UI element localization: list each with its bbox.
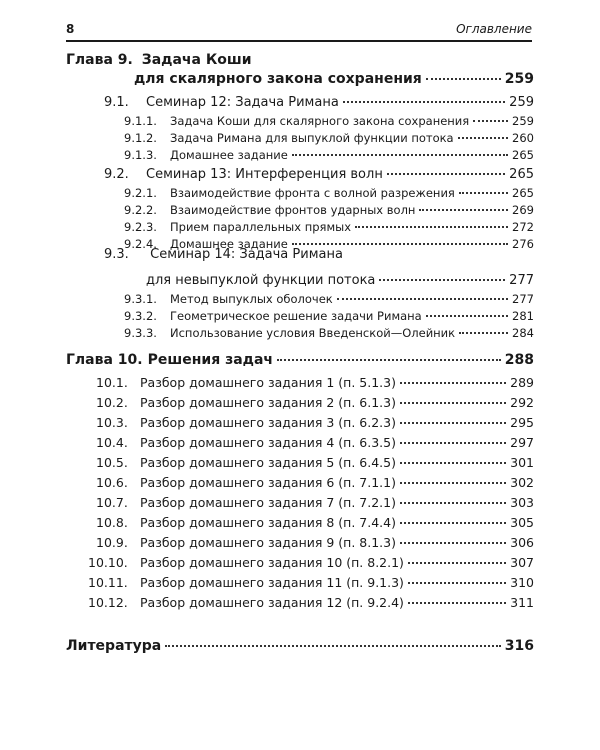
section-number: 9.3. — [104, 247, 129, 262]
dot-leader — [387, 173, 505, 175]
dot-leader — [473, 120, 508, 122]
item-number: 10.6. — [96, 475, 128, 490]
item-number: 10.4. — [96, 435, 128, 450]
subsection-number: 9.1.2. — [124, 131, 157, 145]
chapter-9-page: 259 — [504, 71, 534, 87]
subsection-number: 9.2.2. — [124, 203, 157, 217]
dot-leader — [400, 422, 506, 424]
dot-leader — [292, 243, 508, 245]
homework-10-6[interactable] — [96, 475, 534, 490]
literature-title: Литература — [66, 638, 162, 654]
homework-10-8[interactable] — [96, 515, 534, 530]
item-page: 307 — [510, 555, 534, 570]
dot-leader — [459, 192, 508, 194]
literature-entry[interactable] — [66, 638, 534, 654]
dot-leader — [343, 101, 505, 103]
subsection-9-2-3[interactable] — [124, 220, 534, 234]
item-title: Разбор домашнего задания 8 (п. 7.4.4) — [140, 515, 396, 530]
section-9-3-heading — [104, 247, 343, 262]
homework-10-2[interactable] — [96, 395, 534, 410]
section-page: 265 — [509, 167, 534, 182]
item-title: Разбор домашнего задания 7 (п. 7.2.1) — [140, 495, 396, 510]
item-number: 10.10. — [88, 555, 128, 570]
subsection-page: 276 — [512, 237, 534, 251]
chapter-9-label: Глава 9. — [66, 52, 133, 68]
page-number: 8 — [66, 22, 75, 36]
item-title: Разбор домашнего задания 3 (п. 6.2.3) — [140, 415, 396, 430]
chapter-10-title: Решения задач — [147, 352, 274, 368]
subsection-title: Прием параллельных прямых — [170, 220, 352, 234]
item-page: 305 — [510, 515, 534, 530]
dot-leader — [400, 462, 506, 464]
item-page: 301 — [510, 455, 534, 470]
subsection-number: 9.3.3. — [124, 326, 157, 340]
dot-leader — [419, 209, 508, 211]
subsection-9-3-3[interactable] — [124, 326, 534, 340]
subsection-9-1-2[interactable] — [124, 131, 534, 145]
section-number: 9.2. — [104, 167, 129, 182]
item-title: Разбор домашнего задания 9 (п. 8.1.3) — [140, 535, 396, 550]
chapter-10-page: 288 — [504, 352, 534, 368]
subsection-number: 9.2.1. — [124, 186, 157, 200]
dot-leader — [400, 482, 506, 484]
subsection-page: 284 — [512, 326, 534, 340]
item-page: 311 — [510, 595, 534, 610]
chapter-9-title-line2: для скалярного закона сохранения — [134, 71, 422, 87]
homework-10-9[interactable] — [96, 535, 534, 550]
subsection-9-3-2[interactable] — [124, 309, 534, 323]
subsection-number: 9.1.3. — [124, 148, 157, 162]
subsection-number: 9.1.1. — [124, 114, 157, 128]
subsection-title: Геометрическое решение задачи Римана — [170, 309, 422, 323]
running-title: Оглавление — [456, 22, 532, 36]
item-title: Разбор домашнего задания 12 (п. 9.2.4) — [140, 595, 404, 610]
homework-10-3[interactable] — [96, 415, 534, 430]
subsection-page: 277 — [512, 292, 534, 306]
dot-leader — [426, 315, 508, 317]
item-title: Разбор домашнего задания 1 (п. 5.1.3) — [140, 375, 396, 390]
dot-leader — [408, 562, 506, 564]
subsection-9-2-1[interactable] — [124, 186, 534, 200]
dot-leader — [337, 298, 508, 300]
chapter-10-entry[interactable] — [66, 352, 534, 368]
literature-page: 316 — [504, 638, 534, 654]
item-number: 10.7. — [96, 495, 128, 510]
item-page: 297 — [510, 435, 534, 450]
chapter-9-entry[interactable] — [134, 71, 534, 87]
section-title: Семинар 12: Задача Римана — [146, 95, 339, 110]
item-page: 310 — [510, 575, 534, 590]
homework-10-12[interactable] — [88, 595, 534, 610]
section-title: Семинар 13: Интерференция волн — [146, 167, 383, 182]
item-page: 292 — [510, 395, 534, 410]
homework-10-7[interactable] — [96, 495, 534, 510]
item-number: 10.2. — [96, 395, 128, 410]
dot-leader — [379, 279, 505, 281]
item-title: Разбор домашнего задания 5 (п. 6.4.5) — [140, 455, 396, 470]
homework-10-4[interactable] — [96, 435, 534, 450]
dot-leader — [400, 382, 506, 384]
homework-10-10[interactable] — [88, 555, 534, 570]
homework-10-1[interactable] — [96, 375, 534, 390]
subsection-title: Домашнее задание — [170, 148, 288, 162]
item-number: 10.9. — [96, 535, 128, 550]
dot-leader — [400, 402, 506, 404]
dot-leader — [458, 137, 508, 139]
dot-leader — [355, 226, 508, 228]
item-number: 10.3. — [96, 415, 128, 430]
subsection-title: Использование условия Введенской—Олейник — [170, 326, 456, 340]
dot-leader — [400, 442, 506, 444]
subsection-9-1-1[interactable] — [124, 114, 534, 128]
section-9-2[interactable] — [104, 167, 534, 182]
dot-leader — [400, 502, 506, 504]
dot-leader — [292, 154, 508, 156]
item-number: 10.5. — [96, 455, 128, 470]
item-page: 306 — [510, 535, 534, 550]
subsection-9-2-2[interactable] — [124, 203, 534, 217]
dot-leader — [426, 78, 501, 80]
item-number: 10.1. — [96, 375, 128, 390]
dot-leader — [459, 332, 508, 334]
section-page: 259 — [509, 95, 534, 110]
dot-leader — [400, 522, 506, 524]
subsection-title: Взаимодействие фронтов ударных волн — [170, 203, 416, 217]
subsection-title: Задача Римана для выпуклой функции потока — [170, 131, 454, 145]
subsection-title: Домашнее задание — [170, 237, 288, 251]
homework-10-5[interactable] — [96, 455, 534, 470]
subsection-title: Взаимодействие фронта с волной разрежения — [170, 186, 455, 200]
item-title: Разбор домашнего задания 10 (п. 8.2.1) — [140, 555, 404, 570]
dot-leader — [277, 359, 501, 361]
item-page: 289 — [510, 375, 534, 390]
item-page: 302 — [510, 475, 534, 490]
subsection-page: 265 — [512, 148, 534, 162]
subsection-number: 9.2.4. — [124, 237, 157, 251]
subsection-page: 272 — [512, 220, 534, 234]
section-9-1[interactable] — [104, 95, 534, 110]
subsection-number: 9.2.3. — [124, 220, 157, 234]
section-page: 277 — [509, 273, 534, 288]
dot-leader — [408, 602, 506, 604]
subsection-title: Метод выпуклых оболочек — [170, 292, 333, 306]
subsection-title: Задача Коши для скалярного закона сохранения — [170, 114, 470, 128]
section-9-3[interactable] — [146, 273, 534, 288]
item-title: Разбор домашнего задания 11 (п. 9.1.3) — [140, 575, 404, 590]
dot-leader — [408, 582, 506, 584]
subsection-page: 259 — [512, 114, 534, 128]
subsection-page: 265 — [512, 186, 534, 200]
subsection-number: 9.3.1. — [124, 292, 157, 306]
item-title: Разбор домашнего задания 2 (п. 6.1.3) — [140, 395, 396, 410]
chapter-10-label: Глава 10. — [66, 352, 143, 368]
item-page: 303 — [510, 495, 534, 510]
section-title-line2: для невыпуклой функции потока — [146, 273, 376, 288]
subsection-9-1-3[interactable] — [124, 148, 534, 162]
item-number: 10.8. — [96, 515, 128, 530]
item-number: 10.12. — [88, 595, 128, 610]
subsection-page: 281 — [512, 309, 534, 323]
item-title: Разбор домашнего задания 4 (п. 6.3.5) — [140, 435, 396, 450]
item-title: Разбор домашнего задания 6 (п. 7.1.1) — [140, 475, 396, 490]
chapter-9-heading — [66, 52, 252, 68]
section-title-line1: Семинар 14: Задача Римана — [150, 247, 343, 262]
item-number: 10.11. — [88, 575, 128, 590]
dot-leader — [165, 645, 501, 647]
homework-10-11[interactable] — [88, 575, 534, 590]
dot-leader — [400, 542, 506, 544]
subsection-page: 260 — [512, 131, 534, 145]
item-page: 295 — [510, 415, 534, 430]
subsection-page: 269 — [512, 203, 534, 217]
subsection-9-3-1[interactable] — [124, 292, 534, 306]
section-number: 9.1. — [104, 95, 129, 110]
subsection-number: 9.3.2. — [124, 309, 157, 323]
chapter-9-title-line1: Задача Коши — [141, 52, 252, 68]
